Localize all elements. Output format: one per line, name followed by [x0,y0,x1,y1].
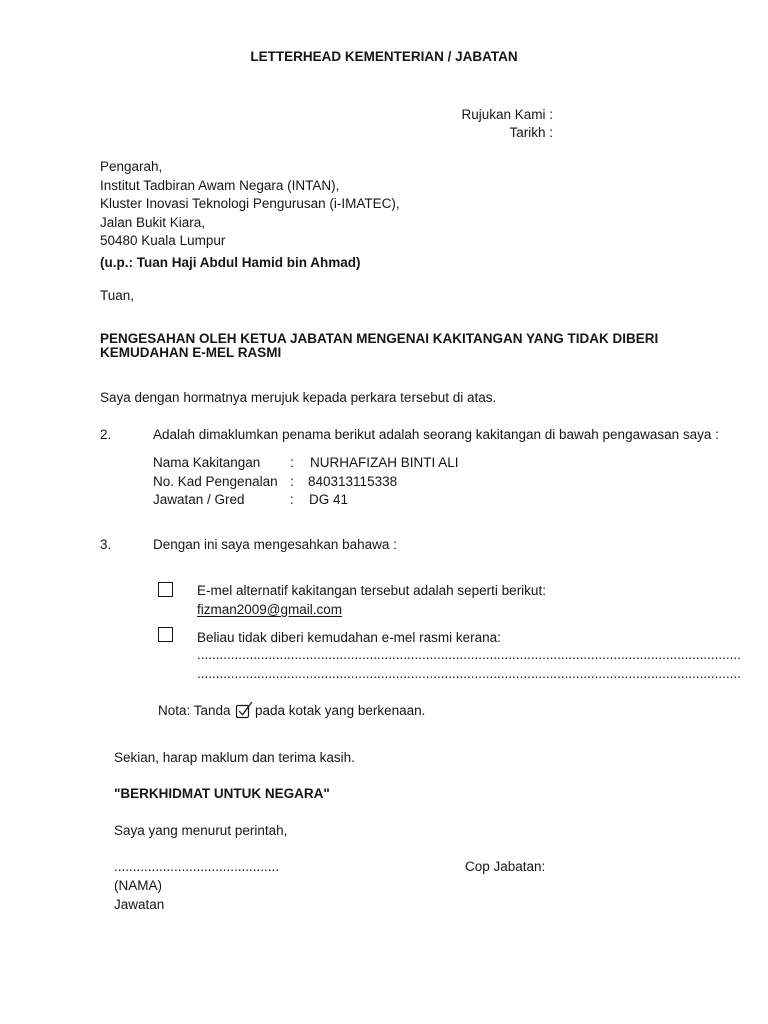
recipient-address [100,158,400,251]
checked-box-icon [235,701,253,719]
staff-grade-value: DG 41 [309,492,349,507]
sign-off: Saya yang menurut perintah, [114,823,288,838]
address-line-street: Jalan Bukit Kiara, [100,214,206,230]
paragraph-3-text: Dengan ini saya mengesahkan bahawa : [153,537,397,552]
motto: "BERKHIDMAT UNTUK NEGARA" [114,786,330,801]
address-line-title: Pengarah, [100,159,163,174]
reference-number-label: Rujukan Kami : [461,107,553,122]
staff-name-value: NURHAFIZAH BINTI ALI [310,455,459,470]
staff-ic-label: No. Kad Pengenalan [153,473,278,489]
attention-line: (u.p.: Tuan Haji Abdul Hamid bin Ahmad) [100,255,361,270]
paragraph-2-number: 2. [100,427,112,442]
department-stamp-label: Cop Jabatan: [465,859,546,874]
no-official-email-option-text: Beliau tidak diberi kemudahan e-mel rasmi kerana: [197,630,501,645]
opening-paragraph: Saya dengan hormatnya merujuk kepada perkara tersebut di atas. [100,390,497,405]
reason-dotted-line-1: ................................................................................................................................................. [197,647,741,662]
letterhead-title: LETTERHEAD KEMENTERIAN / JABATAN [250,49,518,64]
staff-ic-value: 840313115338 [308,473,398,489]
alternative-email-option-text: E-mel alternatif kakitangan tersebut adalah seperti berikut: [197,583,546,598]
signatory-name: (NAMA) [114,878,162,893]
subject-heading [100,332,658,360]
note-prefix: Nota: Tanda [158,703,231,718]
no-official-email-checkbox[interactable] [158,627,173,642]
staff-grade-separator: : [290,492,294,507]
subject-line-2: KEMUDAHAN E-MEL RASMI [100,345,282,360]
subject-line-1: PENGESAHAN OLEH KETUA JABATAN MENGENAI KAKITANGAN YANG TIDAK DIBERI [100,331,659,346]
alternative-email-link[interactable]: fizman2009@gmail.com [197,602,343,617]
paragraph-3-number: 3. [100,537,112,552]
staff-name-separator: : [290,455,294,470]
reason-dotted-line-2: ................................................................................................................................................. [197,666,741,681]
signature-line: ............................................ [114,859,280,874]
alternative-email-checkbox[interactable] [158,582,173,597]
staff-ic-separator: : [290,473,294,489]
date-label: Tarikh : [509,125,553,140]
signatory-position: Jawatan [114,897,165,912]
closing-line: Sekian, harap maklum dan terima kasih. [114,750,355,765]
staff-grade-label: Jawatan / Gred [153,492,245,507]
address-line-postcode: 50480 Kuala Lumpur [100,233,226,248]
address-line-cluster: Kluster Inovasi Teknologi Pengurusan (i-IMATEC), [100,196,400,211]
address-line-institute: Institut Tadbiran Awam Negara (INTAN), [100,177,340,193]
staff-name-label: Nama Kakitangan [153,455,261,470]
note-suffix: pada kotak yang berkenaan. [255,703,426,718]
paragraph-2-text: Adalah dimaklumkan penama berikut adalah seorang kakitangan di bawah pengawasan saya : [153,427,719,442]
salutation: Tuan, [100,288,135,303]
